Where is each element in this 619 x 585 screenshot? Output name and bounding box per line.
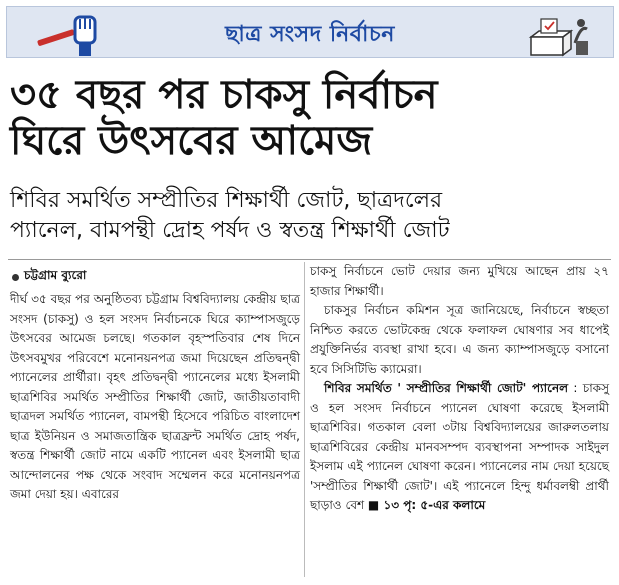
left-column [10,290,300,505]
byline-text: চট্টগ্রাম ব্যুরো [24,268,87,282]
panel-subheading: শিবির সমর্থিত ' সম্প্রীতির শিক্ষার্থী জোট' প্যানেল [324,381,569,395]
bullet-icon [12,274,19,281]
section-banner [6,6,614,58]
byline [12,267,86,287]
right-column [310,262,609,516]
continuation-jump: ■ ১৩ পৃ: ৫-এর কলামে [367,498,486,512]
right-paragraph-2: চাকসুর নির্বাচন কমিশন সূত্র জানিয়েছে, নির্বাচনে স্বচ্ছতা নিশ্চিত করতে ভোটকেন্দ্র থেকে ফলাফল ঘোষণার সব ধাপেই প্রযুক্তিনির্ভর ব্যবস্থা রাখা হবে। এ জন্য ক্যাম্পাসজুড়ে বসানো হবে সিসিটিভি ক্যামেরা। [310,303,609,376]
right-paragraph-1: চাকসু নির্বাচনে ভোট দেয়ার জন্য মুখিয়ে আছেন প্রায় ২৭ হাজার শিক্ষার্থী। [310,264,609,298]
left-paragraph: দীর্ঘ ৩৫ বছর পর অনুষ্ঠিতব্য চট্টগ্রাম বিশ্ববিদ্যালয় কেন্দ্রীয় ছাত্র সংসদ (চাকসু) ও হল সংসদ নির্বাচনকে ঘিরে ক্যাম্পাসজুড়ে উৎসবের আমেজ চলছে। গতকাল বৃহস্পতিবার শেষ দিনে উৎসবমুখর পরিবেশে মনোনয়নপত্র জমা দিয়েছেন প্রতিদ্বন্দ্বী প্যানেলের প্রার্থীরা। বৃহৎ প্রতিদ্বন্দ্বী প্যানেলের মধ্যে ইসলামী ছাত্রশিবির সমর্থিত সম্প্রীতির শিক্ষার্থী জোট, জাতীয়তাবাদী ছাত্রদল সমর্থিত প্যানেল, বামপন্থী হিসেবে পরিচিত বাংলাদেশ ছাত্র ইউনিয়ন ও সমাজতান্ত্রিক ছাত্রফ্রন্ট সমর্থিত দ্রোহ পর্ষদ, স্বতন্ত্র শিক্ষার্থী জোট নামে একটি প্যানেল এবং ইসলামী ছাত্র আন্দোলনের পক্ষ থেকে সংবাদ সম্মেলন করে মনোনয়নপত্র জমা দেয়া হয়। এবারের [10,292,300,501]
headline-line-1: ৩৫ বছর পর চাকসু নির্বাচন [10,72,438,118]
subheadline [10,186,610,246]
subheadline-line-1: শিবির সমর্থিত সম্প্রীতির শিক্ষার্থী জোট, ছাত্রদলের [10,188,443,213]
subheadline-line-2: প্যানেল, বামপন্থী দ্রোহ পর্ষদ ও স্বতন্ত্র শিক্ষার্থী জোট [10,218,450,243]
panel-text: : চাকসু ও হল সংসদ নির্বাচনে প্যানেল ঘোষণা করেছে ইসলামী ছাত্রশিবির। গতকাল বেলা ৩টায় বিশ্ববিদ্যালয়ের জারুলতলায় ছাত্রশিবিরের কেন্দ্রীয় মানবসম্পদ ব্যবস্থাপনা সম্পাদক সাইদুল ইসলাম এই প্যানেল ঘোষণা করেন। প্যানেলের নাম দেয়া হয়েছে 'সম্প্রীতির শিক্ষার্থী জোট'। এই প্যানেলে হিন্দু ধর্মাবলম্বী প্রার্থী ছাড়াও বেশ [310,381,609,512]
divider-rule [8,259,611,260]
right-paragraph-3 [310,379,609,516]
headline [10,72,610,164]
ballot-box-icon [523,13,595,59]
column-divider [304,262,305,577]
headline-line-2: ঘিরে উৎসবের আমেজ [10,118,373,164]
banner-title: ছাত্র সংসদ নির্বাচন [225,22,395,47]
